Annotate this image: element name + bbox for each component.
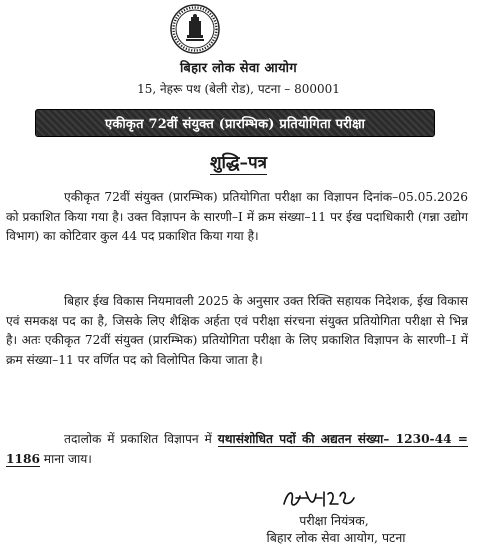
paragraph-post-deletion bbox=[6, 292, 468, 370]
organization-address: 15, नेहरू पथ (बेली रोड), पटना – 800001 bbox=[137, 82, 340, 96]
organization-name: बिहार लोक सेवा आयोग bbox=[180, 61, 297, 76]
paragraph-2-text: बिहार ईख विकास नियमावली 2025 के अनुसार उक्त रिक्ति सहायक निदेशक, ईख विकास एवं समकक्ष पद का है, जिसके लिए शैक्षिक अर्हता एवं परीक्षा संरचना संयुक्त प्रतियोगिता परीक्षा से भिन्न है। अतः एकीकृत 72वीं संयुक्त (प्रारम्भिक) प्रतियोगिता परीक्षा के लिए प्रकाशित विज्ञापन के सारणी–I में क्रम संख्या–11 पर वर्णित पद को विलोपित किया जाता है। bbox=[6, 294, 468, 367]
signatory-designation: परीक्षा नियंत्रक, bbox=[299, 513, 369, 528]
paragraph-3-suffix: माना जाय। bbox=[39, 451, 92, 466]
paragraph-advertisement-notice bbox=[6, 188, 468, 247]
revised-post-count: यथासंशोधित पदों की अद्यतन संख्या– 1230-44 = 1186 bbox=[6, 432, 469, 466]
corrigendum-title: शुद्धि–पत्र bbox=[209, 153, 268, 173]
page-title bbox=[0, 150, 477, 173]
exam-title-text: एकीकृत 72वीं संयुक्त (प्रारम्भिक) प्रतियोगिता परीक्षा bbox=[104, 117, 366, 132]
handwritten-signature bbox=[280, 486, 360, 512]
commission-seal-emblem bbox=[170, 4, 220, 54]
signatory-organization: बिहार लोक सेवा आयोग, पटना bbox=[266, 530, 406, 545]
paragraph-1-text: एकीकृत 72वीं संयुक्त (प्रारम्भिक) प्रतियोगिता परीक्षा का विज्ञापन दिनांक–05.05.2026 को प्रकाशित किया गया है। उक्त विज्ञापन के सारणी–I में क्रम संख्या–11 पर ईख पदाधिकारी (गन्ना उद्योग विभाग) का कोटिवार कुल 44 पद प्रकाशित किया गया है। bbox=[6, 190, 468, 244]
paragraph-revised-count bbox=[6, 430, 468, 469]
exam-title-banner bbox=[36, 110, 434, 136]
paragraph-3-prefix: तदालोक में प्रकाशित विज्ञापन में bbox=[64, 432, 218, 446]
